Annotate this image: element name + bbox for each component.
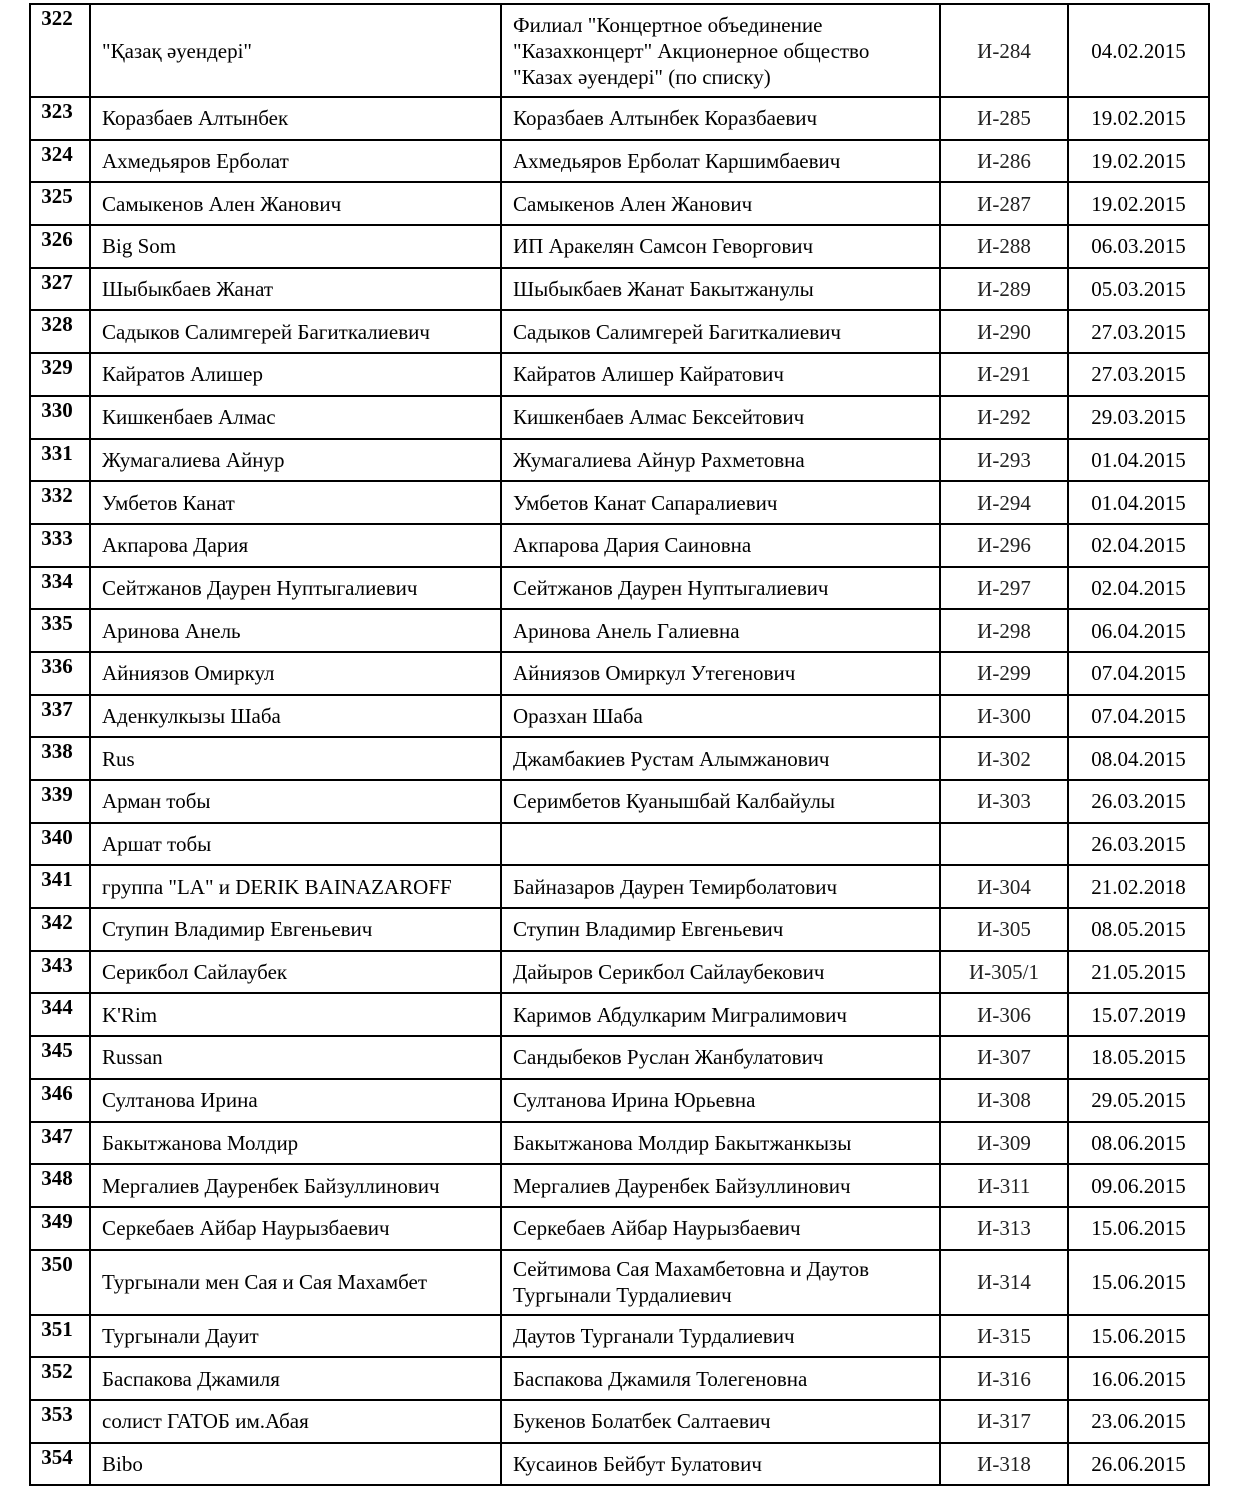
rights-holder: Оразхан Шаба	[501, 695, 940, 738]
artist-name: Russan	[90, 1036, 501, 1079]
row-number: 330	[30, 396, 90, 439]
table-row	[30, 310, 1209, 353]
rights-holder: Каримов Абдулкарим Мигралимович	[501, 993, 940, 1036]
registration-code: И-297	[940, 567, 1068, 610]
registration-date: 19.02.2015	[1068, 140, 1209, 183]
table-row	[30, 225, 1209, 268]
registration-code: И-316	[940, 1357, 1068, 1400]
registration-code: И-287	[940, 182, 1068, 225]
table-row	[30, 1250, 1209, 1315]
artist-name: солист ГАТОБ им.Абая	[90, 1400, 501, 1443]
artist-name: Акпарова Дария	[90, 524, 501, 567]
table-row	[30, 737, 1209, 780]
registration-date: 02.04.2015	[1068, 524, 1209, 567]
registration-code: И-292	[940, 396, 1068, 439]
table-row	[30, 1357, 1209, 1400]
registration-date: 26.03.2015	[1068, 780, 1209, 823]
row-number: 334	[30, 567, 90, 610]
registration-code: И-286	[940, 140, 1068, 183]
artist-name: Аденкулкызы Шаба	[90, 695, 501, 738]
table-row	[30, 1164, 1209, 1207]
artist-name: Big Som	[90, 225, 501, 268]
table-row	[30, 182, 1209, 225]
registration-code: И-305	[940, 908, 1068, 951]
artist-name: Баспакова Джамиля	[90, 1357, 501, 1400]
registration-date: 23.06.2015	[1068, 1400, 1209, 1443]
row-number: 345	[30, 1036, 90, 1079]
artist-name: Тургынали Дауит	[90, 1315, 501, 1358]
table-row	[30, 865, 1209, 908]
registration-date: 19.02.2015	[1068, 97, 1209, 140]
rights-holder: Сандыбеков Руслан Жанбулатович	[501, 1036, 940, 1079]
artist-name: Бакытжанова Молдир	[90, 1122, 501, 1165]
registry-table	[29, 3, 1210, 1486]
rights-holder-line: "Казах әуендері" (по списку)	[513, 64, 771, 89]
rights-holder: Сейтжанов Даурен Нуптыгалиевич	[501, 567, 940, 610]
registration-date: 07.04.2015	[1068, 652, 1209, 695]
row-number: 332	[30, 481, 90, 524]
row-number: 333	[30, 524, 90, 567]
artist-name: Садыков Салимгерей Багиткалиевич	[90, 310, 501, 353]
rights-holder: Джамбакиев Рустам Алымжанович	[501, 737, 940, 780]
table-row	[30, 524, 1209, 567]
table-row	[30, 993, 1209, 1036]
registration-date: 09.06.2015	[1068, 1164, 1209, 1207]
registration-code: И-293	[940, 439, 1068, 482]
artist-name: Ахмедьяров Ерболат	[90, 140, 501, 183]
table-row	[30, 609, 1209, 652]
row-number: 340	[30, 823, 90, 866]
rights-holder	[501, 1250, 940, 1315]
rights-holder: Садыков Салимгерей Багиткалиевич	[501, 310, 940, 353]
registration-code: И-299	[940, 652, 1068, 695]
table-row	[30, 1079, 1209, 1122]
registration-date: 07.04.2015	[1068, 695, 1209, 738]
registration-date: 26.03.2015	[1068, 823, 1209, 866]
row-number: 339	[30, 780, 90, 823]
registration-date: 29.03.2015	[1068, 396, 1209, 439]
table-row	[30, 695, 1209, 738]
registration-code: И-315	[940, 1315, 1068, 1358]
artist-name: Серикбол Сайлаубек	[90, 951, 501, 994]
registration-date: 08.04.2015	[1068, 737, 1209, 780]
registration-code: И-290	[940, 310, 1068, 353]
registration-code: И-304	[940, 865, 1068, 908]
registration-date: 01.04.2015	[1068, 439, 1209, 482]
artist-name: Мергалиев Дауренбек Байзуллинович	[90, 1164, 501, 1207]
rights-holder-line: Тургынали Турдалиевич	[513, 1283, 732, 1308]
row-number: 322	[30, 4, 90, 97]
rights-holder: Султанова Ирина Юрьевна	[501, 1079, 940, 1122]
table-row	[30, 1122, 1209, 1165]
row-number: 324	[30, 140, 90, 183]
registration-date: 01.04.2015	[1068, 481, 1209, 524]
row-number: 352	[30, 1357, 90, 1400]
rights-holder: Жумагалиева Айнур Рахметовна	[501, 439, 940, 482]
rights-holder-line: Филиал "Концертное объединение	[513, 12, 823, 37]
rights-holder: Мергалиев Дауренбек Байзуллинович	[501, 1164, 940, 1207]
registration-code: И-318	[940, 1443, 1068, 1486]
artist-name: Rus	[90, 737, 501, 780]
row-number: 326	[30, 225, 90, 268]
rights-holder: Ступин Владимир Евгеньевич	[501, 908, 940, 951]
row-number: 346	[30, 1079, 90, 1122]
table-row	[30, 97, 1209, 140]
registration-code: И-294	[940, 481, 1068, 524]
rights-holder: Коразбаев Алтынбек Коразбаевич	[501, 97, 940, 140]
rights-holder-line: Сейтимова Сая Махамбетовна и Даутов	[513, 1257, 870, 1282]
row-number: 323	[30, 97, 90, 140]
registration-code: И-314	[940, 1250, 1068, 1315]
artist-name: Сейтжанов Даурен Нуптыгалиевич	[90, 567, 501, 610]
rights-holder: ИП Аракелян Самсон Геворгович	[501, 225, 940, 268]
table-row	[30, 140, 1209, 183]
registration-date: 19.02.2015	[1068, 182, 1209, 225]
row-number: 354	[30, 1443, 90, 1486]
artist-name: Коразбаев Алтынбек	[90, 97, 501, 140]
table-row	[30, 908, 1209, 951]
table-row	[30, 780, 1209, 823]
row-number: 353	[30, 1400, 90, 1443]
table-row	[30, 567, 1209, 610]
row-number: 338	[30, 737, 90, 780]
table-row	[30, 823, 1209, 866]
registration-date: 16.06.2015	[1068, 1357, 1209, 1400]
artist-name: Жумагалиева Айнур	[90, 439, 501, 482]
table-row	[30, 951, 1209, 994]
row-number: 325	[30, 182, 90, 225]
registration-date: 08.05.2015	[1068, 908, 1209, 951]
artist-name: Ступин Владимир Евгеньевич	[90, 908, 501, 951]
rights-holder: Серкебаев Айбар Наурызбаевич	[501, 1207, 940, 1250]
artist-name: Айниязов Омиркул	[90, 652, 501, 695]
rights-holder: Кишкенбаев Алмас Бексейтович	[501, 396, 940, 439]
registration-code: И-317	[940, 1400, 1068, 1443]
registration-date: 15.07.2019	[1068, 993, 1209, 1036]
rights-holder: Серимбетов Куанышбай Калбайулы	[501, 780, 940, 823]
registration-code: И-308	[940, 1079, 1068, 1122]
registration-date: 27.03.2015	[1068, 310, 1209, 353]
rights-holder: Шыбыкбаев Жанат Бакытжанулы	[501, 268, 940, 311]
registration-date: 15.06.2015	[1068, 1250, 1209, 1315]
row-number: 351	[30, 1315, 90, 1358]
registration-code: И-311	[940, 1164, 1068, 1207]
document-page	[29, 3, 1208, 1486]
artist-name: Шыбыкбаев Жанат	[90, 268, 501, 311]
registration-date: 06.04.2015	[1068, 609, 1209, 652]
registration-code: И-305/1	[940, 951, 1068, 994]
registration-code: И-289	[940, 268, 1068, 311]
table-row	[30, 1443, 1209, 1486]
registration-date: 27.03.2015	[1068, 353, 1209, 396]
row-number: 328	[30, 310, 90, 353]
registration-code: И-307	[940, 1036, 1068, 1079]
artist-name: Тургынали мен Сая и Сая Махамбет	[90, 1250, 501, 1315]
rights-holder: Букенов Болатбек Салтаевич	[501, 1400, 940, 1443]
registration-date: 18.05.2015	[1068, 1036, 1209, 1079]
table-row	[30, 1400, 1209, 1443]
artist-name: Аринова Анель	[90, 609, 501, 652]
artist-name: Аршат тобы	[90, 823, 501, 866]
row-number: 342	[30, 908, 90, 951]
artist-name: Кайратов Алишер	[90, 353, 501, 396]
row-number: 347	[30, 1122, 90, 1165]
row-number: 343	[30, 951, 90, 994]
row-number: 336	[30, 652, 90, 695]
artist-name: Самыкенов Ален Жанович	[90, 182, 501, 225]
registration-date: 29.05.2015	[1068, 1079, 1209, 1122]
table-row	[30, 439, 1209, 482]
artist-name: K'Rim	[90, 993, 501, 1036]
rights-holder: Умбетов Канат Сапаралиевич	[501, 481, 940, 524]
registration-date: 06.03.2015	[1068, 225, 1209, 268]
table-row	[30, 4, 1209, 97]
rights-holder: Баспакова Джамиля Толегеновна	[501, 1357, 940, 1400]
rights-holder: Байназаров Даурен Темирболатович	[501, 865, 940, 908]
registration-code	[940, 823, 1068, 866]
registration-code: И-302	[940, 737, 1068, 780]
table-row	[30, 652, 1209, 695]
registration-code: И-284	[940, 4, 1068, 97]
artist-name: Умбетов Канат	[90, 481, 501, 524]
artist-name: Серкебаев Айбар Наурызбаевич	[90, 1207, 501, 1250]
registry-body	[30, 4, 1209, 1485]
registration-code: И-309	[940, 1122, 1068, 1165]
registration-date: 02.04.2015	[1068, 567, 1209, 610]
registration-code: И-313	[940, 1207, 1068, 1250]
row-number: 350	[30, 1250, 90, 1315]
rights-holder: Бакытжанова Молдир Бакытжанкызы	[501, 1122, 940, 1165]
rights-holder: Кусаинов Бейбут Булатович	[501, 1443, 940, 1486]
rights-holder: Кайратов Алишер Кайратович	[501, 353, 940, 396]
table-row	[30, 268, 1209, 311]
rights-holder: Айниязов Омиркул Утегенович	[501, 652, 940, 695]
row-number: 337	[30, 695, 90, 738]
artist-name: Арман тобы	[90, 780, 501, 823]
table-row	[30, 481, 1209, 524]
rights-holder: Акпарова Дария Саиновна	[501, 524, 940, 567]
table-row	[30, 1315, 1209, 1358]
registration-code: И-303	[940, 780, 1068, 823]
registration-code: И-291	[940, 353, 1068, 396]
table-row	[30, 1036, 1209, 1079]
row-number: 348	[30, 1164, 90, 1207]
rights-holder: Самыкенов Ален Жанович	[501, 182, 940, 225]
artist-name: Султанова Ирина	[90, 1079, 501, 1122]
rights-holder	[501, 4, 940, 97]
table-row	[30, 396, 1209, 439]
registration-code: И-306	[940, 993, 1068, 1036]
rights-holder: Аринова Анель Галиевна	[501, 609, 940, 652]
artist-name: Bibo	[90, 1443, 501, 1486]
row-number: 335	[30, 609, 90, 652]
row-number: 327	[30, 268, 90, 311]
row-number: 331	[30, 439, 90, 482]
registration-code: И-298	[940, 609, 1068, 652]
registration-code: И-300	[940, 695, 1068, 738]
registration-date: 21.02.2018	[1068, 865, 1209, 908]
artist-name: "Қазақ әуендері"	[90, 4, 501, 97]
rights-holder: Даутов Турганали Турдалиевич	[501, 1315, 940, 1358]
artist-name: Кишкенбаев Алмас	[90, 396, 501, 439]
registration-date: 08.06.2015	[1068, 1122, 1209, 1165]
row-number: 329	[30, 353, 90, 396]
table-row	[30, 353, 1209, 396]
rights-holder: Дайыров Серикбол Сайлаубекович	[501, 951, 940, 994]
registration-date: 21.05.2015	[1068, 951, 1209, 994]
registration-date: 15.06.2015	[1068, 1207, 1209, 1250]
registration-date: 04.02.2015	[1068, 4, 1209, 97]
registration-date: 05.03.2015	[1068, 268, 1209, 311]
registration-code: И-288	[940, 225, 1068, 268]
artist-name: группа "LA" и DERIK BAINAZAROFF	[90, 865, 501, 908]
row-number: 341	[30, 865, 90, 908]
registration-code: И-296	[940, 524, 1068, 567]
row-number: 349	[30, 1207, 90, 1250]
registration-code: И-285	[940, 97, 1068, 140]
rights-holder	[501, 823, 940, 866]
registration-date: 26.06.2015	[1068, 1443, 1209, 1486]
registration-date: 15.06.2015	[1068, 1315, 1209, 1358]
rights-holder-line: "Казахконцерт" Акционерное общество	[513, 38, 870, 63]
table-row	[30, 1207, 1209, 1250]
row-number: 344	[30, 993, 90, 1036]
rights-holder: Ахмедьяров Ерболат Каршимбаевич	[501, 140, 940, 183]
